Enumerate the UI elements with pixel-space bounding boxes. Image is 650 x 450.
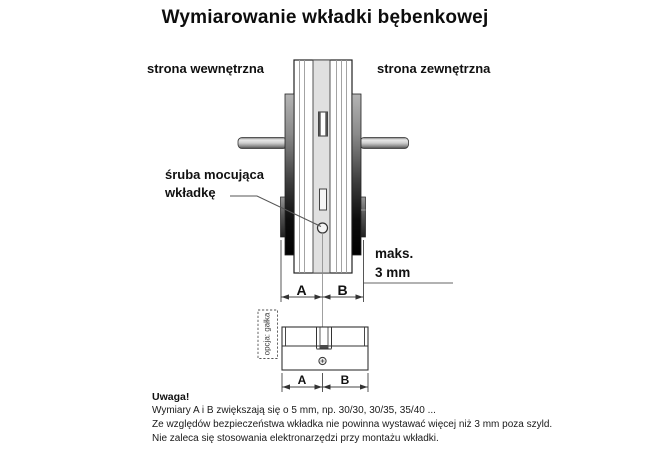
note-line-1: Wymiary A i B zwiększają się o 5 mm, np. 30/30, 30/35, 35/40 ...: [152, 405, 436, 416]
lower-dim-b-label: B: [340, 373, 350, 387]
cylinder-side-view: [282, 327, 368, 370]
lock-case-strip: [313, 60, 330, 273]
knob-option-label: opcja: gałka: [262, 312, 272, 356]
max-protrusion-label: [375, 244, 413, 282]
lower-dim-a-label: A: [297, 373, 307, 387]
note-line-3: Nie zaleca się stosowania elektronarzędzi przy montażu wkładki.: [152, 433, 439, 444]
max-protrusion-line1: maks.: [375, 246, 414, 261]
max-protrusion-line2: 3 mm: [375, 265, 411, 280]
spindle-follower: [319, 112, 328, 136]
page-title: Wymiarowanie wkładki bębenkowej: [161, 7, 489, 28]
upper-dim-a-label: A: [296, 282, 307, 298]
inner-plate: [285, 94, 294, 255]
outer-plate: [352, 94, 361, 255]
fixing-screw-label-line1: śruba mocująca: [165, 167, 264, 182]
note-heading: Uwaga!: [152, 391, 190, 403]
note-line-2: Ze względów bezpieczeństwa wkładka nie powinna wystawać więcej niż 3 mm poza szyld.: [152, 419, 553, 430]
outer-side-label: strona zewnętrzna: [377, 61, 491, 76]
inner-side-label: strona wewnętrzna: [147, 61, 265, 76]
fixing-screw-lower: [319, 357, 326, 364]
fixing-screw-label: [165, 166, 264, 202]
upper-dim-b-label: B: [337, 282, 348, 298]
door-cross-section: [294, 60, 352, 273]
fixing-screw-upper: [318, 223, 328, 233]
cylinder-profile-slot: [320, 189, 327, 210]
fixing-screw-label-line2: wkładkę: [165, 185, 216, 200]
